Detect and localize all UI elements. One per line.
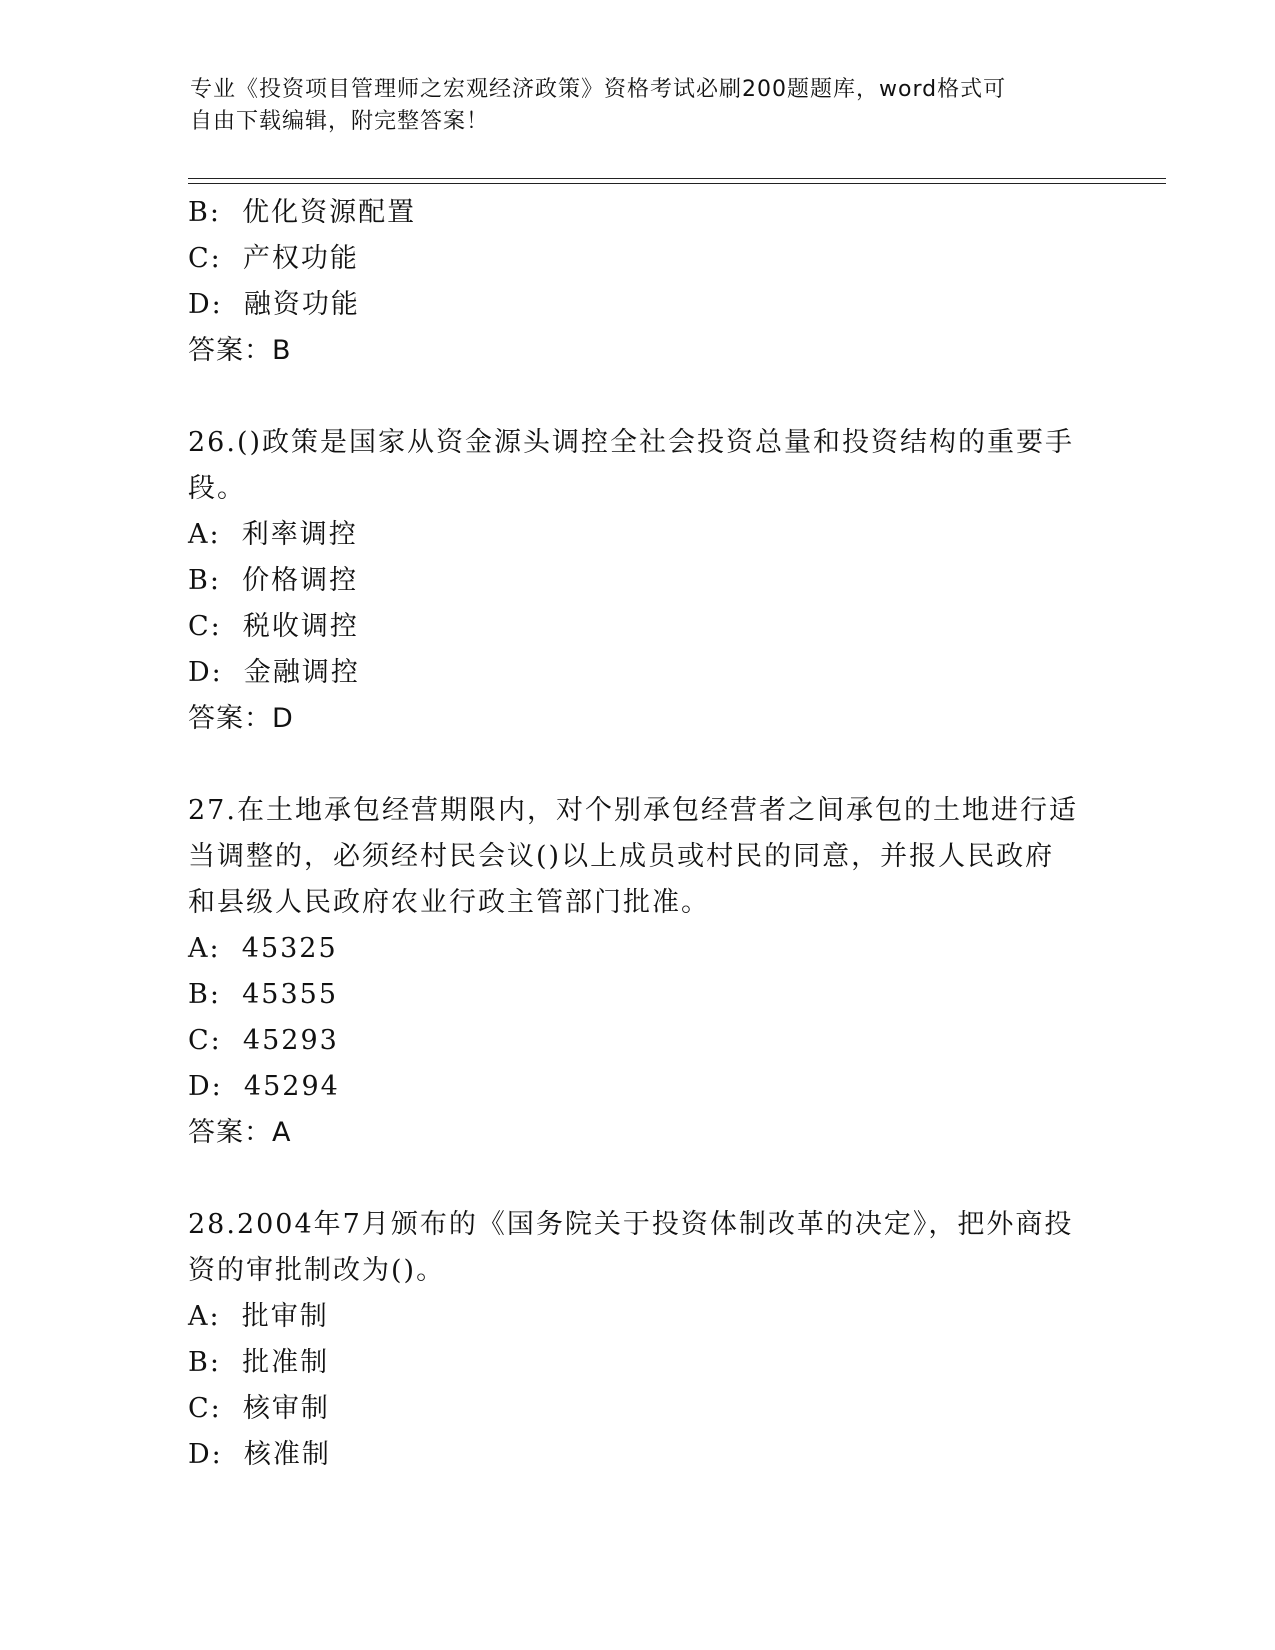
option-d: D: 金融调控 [188,657,360,688]
option-c: C: 45293 [188,1025,339,1056]
option-a: A: 批审制 [188,1301,329,1332]
question-27 [188,788,1088,1156]
question-stem-line-2: 当调整的，必须经村民会议()以上成员或村民的同意，并报人民政府 [188,841,1055,872]
question-28 [188,1202,1088,1478]
option-c: C: 税收调控 [188,611,359,642]
question-stem-line-3: 和县级人民政府农业行政主管部门批准。 [188,887,710,918]
question-list [188,190,1088,1478]
option-c: C: 产权功能 [188,243,359,274]
option-d: D: 45294 [188,1071,340,1102]
question-stem-line-1: 28.2004年7月颁布的《国务院关于投资体制改革的决定》，把外商投 [188,1209,1074,1240]
question-stem-line-2: 资的审批制改为()。 [188,1255,446,1286]
document-header [190,74,1090,138]
header-divider-bottom [188,183,1166,184]
answer-line: 答案：B [188,335,292,366]
option-b: B: 45355 [188,979,338,1010]
spacer [188,742,1088,788]
option-b: B: 批准制 [188,1347,330,1378]
option-b: B: 价格调控 [188,565,359,596]
option-a: A: 45325 [188,933,338,964]
question-stem-line-2: 段。 [188,473,246,504]
answer-line: 答案：D [188,703,294,734]
option-d: D: 核准制 [188,1439,331,1470]
question-stem-line-1: 27.在土地承包经营期限内，对个别承包经营者之间承包的土地进行适 [188,795,1078,826]
option-a: A: 利率调控 [188,519,358,550]
question-stem-line-1: 26.()政策是国家从资金源头调控全社会投资总量和投资结构的重要手 [188,427,1075,458]
header-divider-top [188,178,1166,179]
answer-line: 答案：A [188,1117,292,1148]
option-c: C: 核审制 [188,1393,330,1424]
option-b: B: 优化资源配置 [188,197,417,228]
spacer [188,374,1088,420]
spacer [188,1156,1088,1202]
option-d: D: 融资功能 [188,289,360,320]
question-26 [188,420,1088,742]
header-line-1: 专业《投资项目管理师之宏观经济政策》资格考试必刷200题题库，word格式可 [190,77,1007,102]
question-25 [188,190,1088,374]
header-line-2: 自由下载编辑，附完整答案！ [190,109,490,134]
